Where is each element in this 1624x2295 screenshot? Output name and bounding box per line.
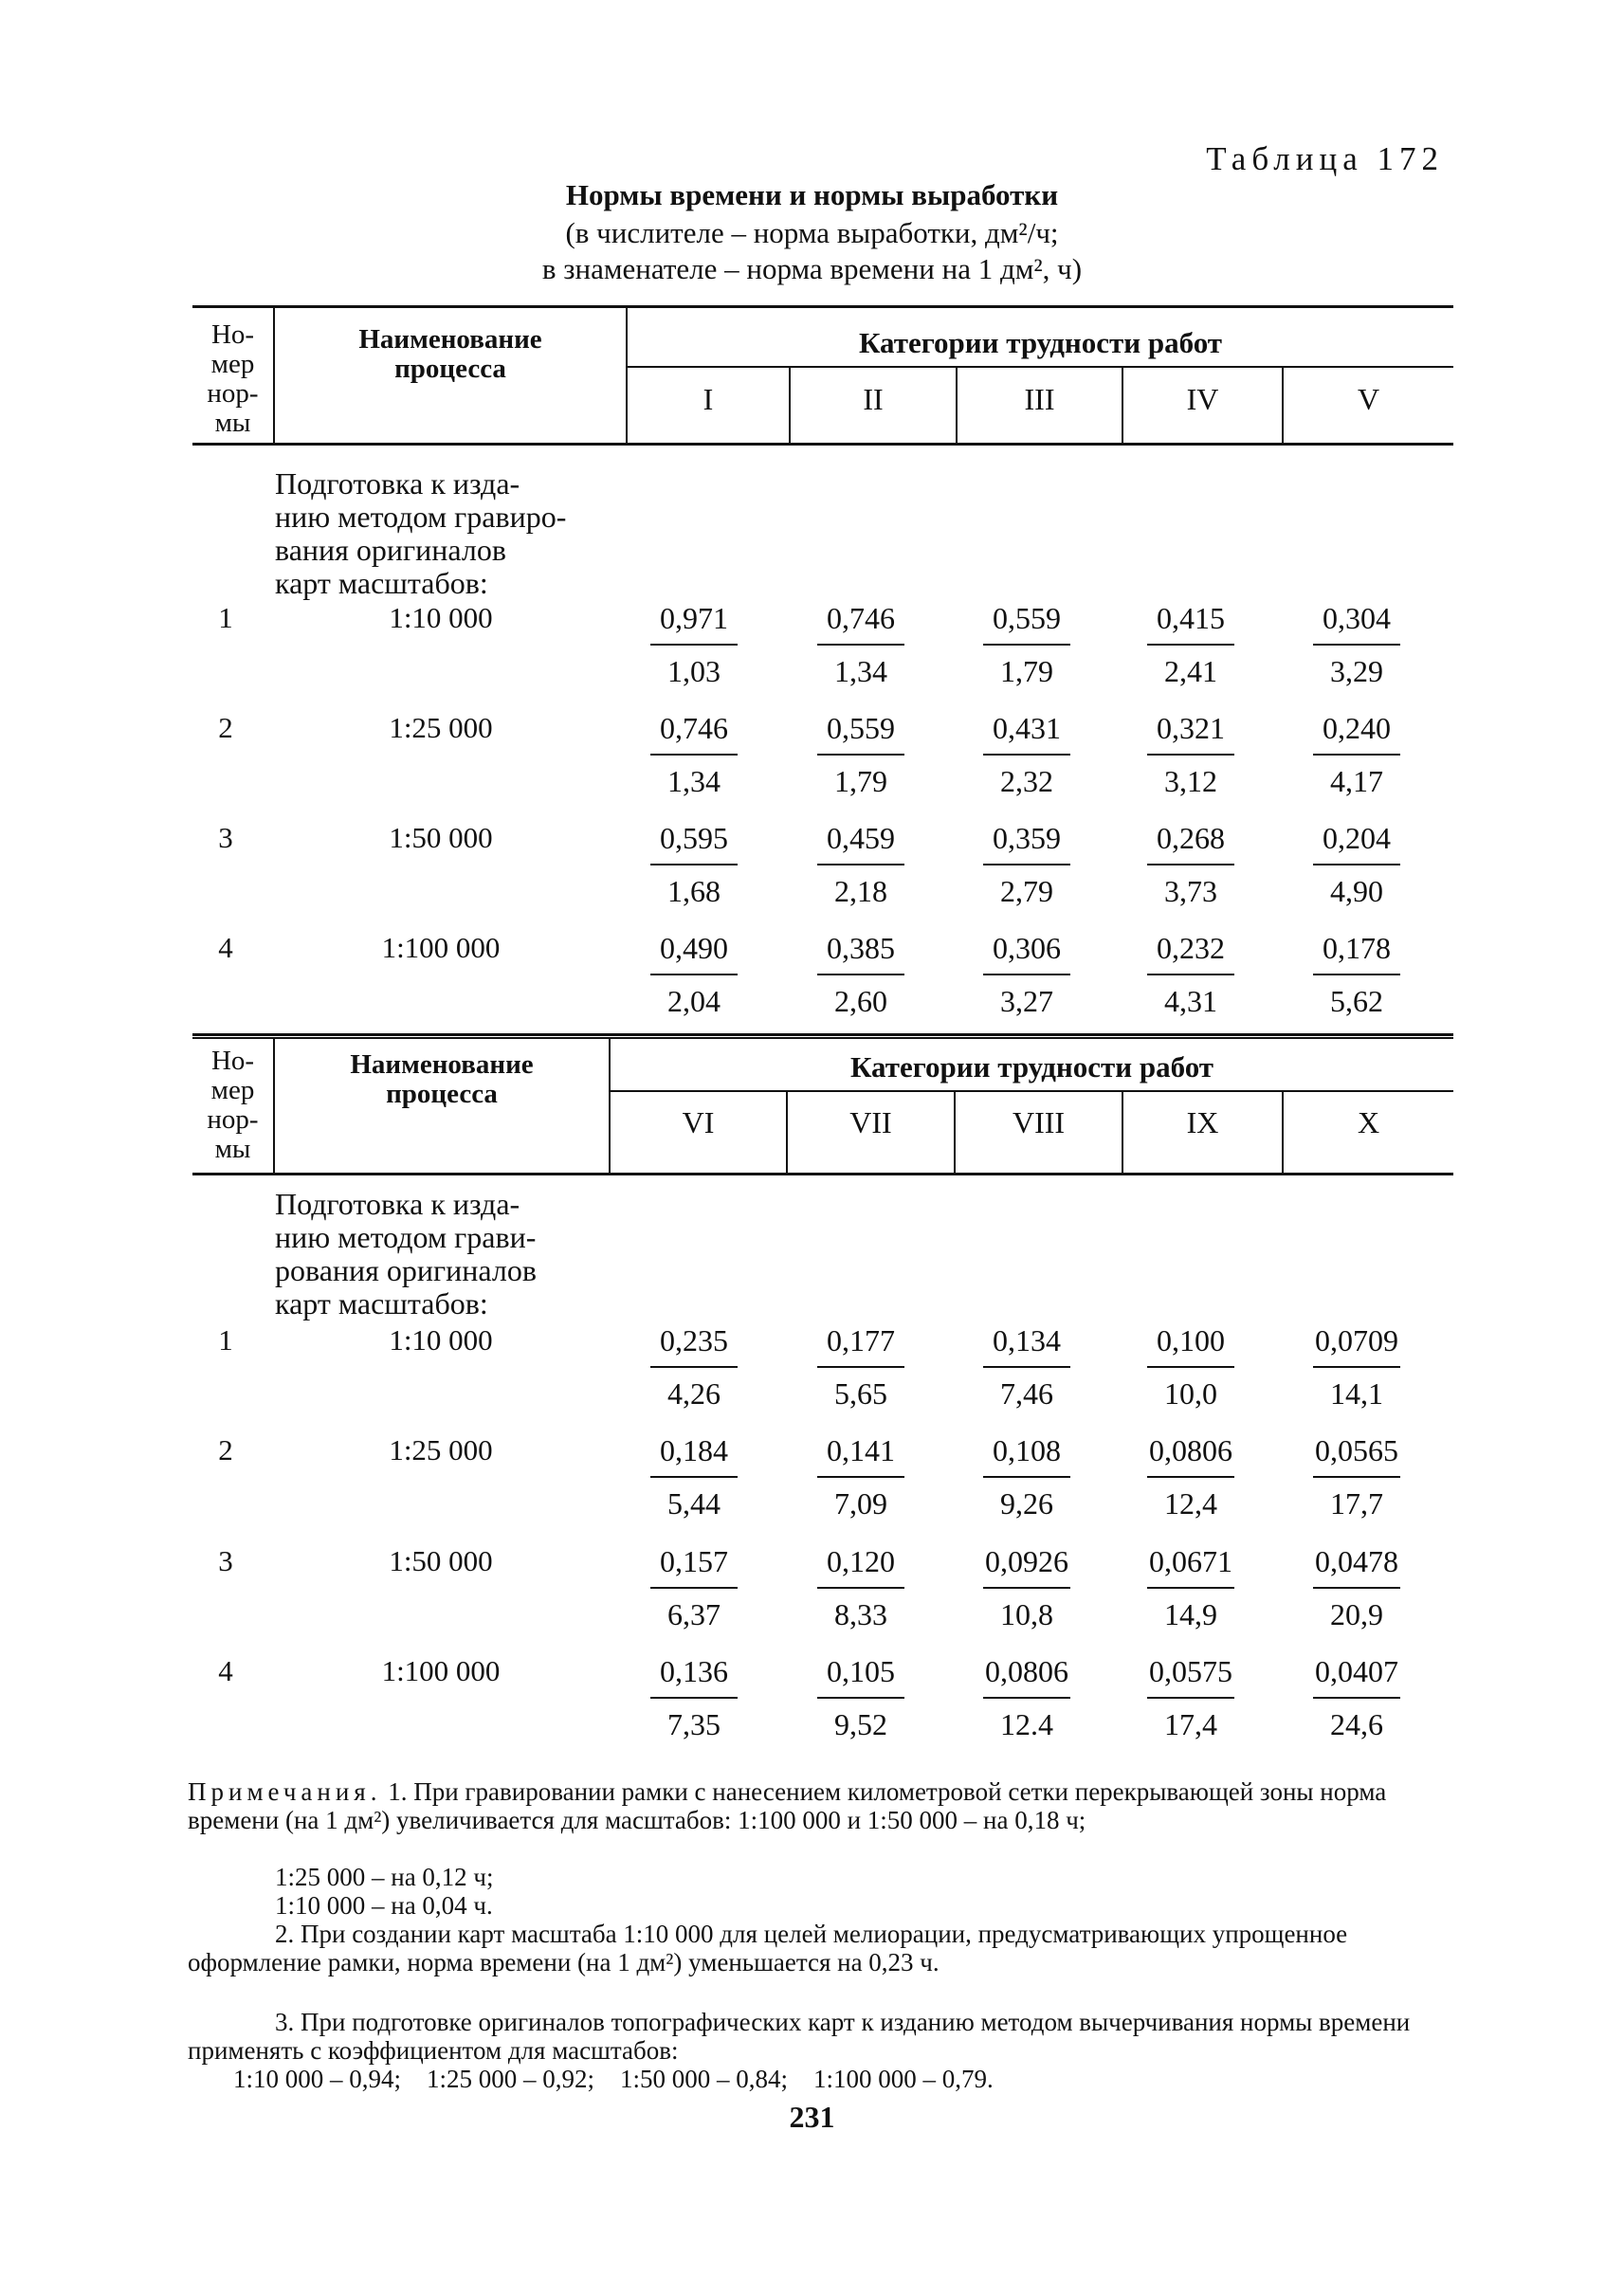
output-norm-value: 0,971 bbox=[660, 601, 728, 635]
categories-header: Категории трудности работ bbox=[858, 326, 1223, 359]
category-III: III bbox=[1024, 382, 1055, 416]
output-norm-value: 0,136 bbox=[660, 1654, 728, 1688]
row-number: 2 bbox=[218, 711, 233, 744]
output-norm-value: 0,232 bbox=[1157, 931, 1225, 965]
fraction-line bbox=[1147, 1587, 1234, 1589]
output-norm-value: 0,304 bbox=[1323, 601, 1391, 635]
fraction-line bbox=[1313, 974, 1400, 975]
fraction-line bbox=[1313, 754, 1400, 756]
fraction-line bbox=[650, 754, 738, 756]
output-norm-value: 0,559 bbox=[993, 601, 1061, 635]
note-2-block bbox=[188, 1920, 1439, 1976]
output-norm-value: 0,178 bbox=[1323, 931, 1391, 965]
table-subtitle-2: в знаменателе – норма времени на 1 дм², ч) bbox=[541, 252, 1083, 285]
time-norm-value: 17,7 bbox=[1330, 1486, 1383, 1521]
col-process-header-2: Наименование процесса bbox=[350, 1049, 534, 1109]
output-norm-value: 0,746 bbox=[827, 601, 895, 635]
fraction-line bbox=[1147, 974, 1234, 975]
category-IV: IV bbox=[1186, 382, 1219, 416]
time-norm-value: 1,34 bbox=[667, 764, 721, 798]
fraction-line bbox=[983, 754, 1070, 756]
time-norm-value: 2,18 bbox=[834, 874, 887, 908]
fraction-line bbox=[650, 1697, 738, 1699]
output-norm-value: 0,100 bbox=[1157, 1323, 1225, 1357]
output-norm-value: 0,459 bbox=[827, 821, 895, 855]
output-norm-value: 0,559 bbox=[827, 711, 895, 745]
output-norm-value: 0,0806 bbox=[1149, 1433, 1232, 1467]
note-3-block bbox=[188, 2008, 1439, 2093]
category-I: I bbox=[703, 382, 714, 416]
table-subtitle-1: (в числителе – норма выработки, дм²/ч; bbox=[565, 216, 1059, 249]
table-label: Таблица 172 bbox=[1206, 140, 1444, 177]
time-norm-value: 1,03 bbox=[667, 654, 721, 688]
row-scale: 1:10 000 bbox=[389, 601, 493, 634]
output-norm-value: 0,321 bbox=[1157, 711, 1225, 745]
time-norm-value: 9,52 bbox=[834, 1707, 887, 1741]
row-number: 3 bbox=[218, 1544, 233, 1577]
time-norm-value: 2,79 bbox=[1000, 874, 1053, 908]
categories-header-2: Категории трудности работ bbox=[849, 1050, 1214, 1084]
output-norm-value: 0,431 bbox=[993, 711, 1061, 745]
time-norm-value: 1,79 bbox=[834, 764, 887, 798]
row-number: 2 bbox=[218, 1433, 233, 1466]
fraction-line bbox=[650, 864, 738, 865]
time-norm-value: 2,04 bbox=[667, 984, 721, 1018]
time-norm-value: 9,26 bbox=[1000, 1486, 1053, 1521]
time-norm-value: 3,27 bbox=[1000, 984, 1053, 1018]
col-process-header: Наименование процесса bbox=[358, 324, 542, 384]
fraction-line bbox=[817, 1366, 904, 1368]
category-VI: VI bbox=[682, 1105, 715, 1139]
row-number: 3 bbox=[218, 821, 233, 854]
row-scale: 1:25 000 bbox=[389, 711, 493, 744]
row-number: 4 bbox=[218, 1654, 233, 1687]
time-norm-value: 1,68 bbox=[667, 874, 721, 908]
fraction-line bbox=[817, 1587, 904, 1589]
fraction-line bbox=[983, 1476, 1070, 1478]
time-norm-value: 3,73 bbox=[1164, 874, 1217, 908]
time-norm-value: 10,0 bbox=[1164, 1376, 1217, 1411]
fraction-line bbox=[817, 644, 904, 646]
time-norm-value: 5,44 bbox=[667, 1486, 721, 1521]
notes-heading: Примечания. bbox=[188, 1777, 382, 1806]
col-norm-header-2: Но- мер нор- мы bbox=[207, 1046, 259, 1164]
row-scale: 1:10 000 bbox=[389, 1323, 493, 1357]
fraction-line bbox=[983, 864, 1070, 865]
row-scale: 1:50 000 bbox=[389, 1544, 493, 1577]
category-X: X bbox=[1357, 1105, 1380, 1139]
output-norm-value: 0,134 bbox=[993, 1323, 1061, 1357]
col-norm-header: Но- мер нор- мы bbox=[207, 319, 259, 438]
output-norm-value: 0,0926 bbox=[985, 1544, 1068, 1578]
note-1-extra bbox=[275, 1863, 844, 1920]
time-norm-value: 8,33 bbox=[834, 1597, 887, 1631]
time-norm-value: 14,9 bbox=[1164, 1597, 1217, 1631]
time-norm-value: 6,37 bbox=[667, 1597, 721, 1631]
time-norm-value: 7,09 bbox=[834, 1486, 887, 1521]
note-1b: 1:25 000 – на 0,12 ч; bbox=[275, 1863, 494, 1891]
time-norm-value: 4,26 bbox=[667, 1376, 721, 1411]
output-norm-value: 0,204 bbox=[1323, 821, 1391, 855]
note-2: 2. При создании карт масштаба 1:10 000 для целей мелиорации, предусматривающих упрощенное оформление рамки, норма времени (на 1 дм²) уменьшается на 0,23 ч. bbox=[188, 1920, 1348, 1976]
output-norm-value: 0,385 bbox=[827, 931, 895, 965]
time-norm-value: 2,60 bbox=[834, 984, 887, 1018]
time-norm-value: 3,12 bbox=[1164, 764, 1217, 798]
output-norm-value: 0,235 bbox=[660, 1323, 728, 1357]
time-norm-value: 24,6 bbox=[1330, 1707, 1383, 1741]
time-norm-value: 4,17 bbox=[1330, 764, 1383, 798]
fraction-line bbox=[650, 974, 738, 975]
category-II: II bbox=[863, 382, 884, 416]
output-norm-value: 0,306 bbox=[993, 931, 1061, 965]
fraction-line bbox=[650, 644, 738, 646]
time-norm-value: 7,35 bbox=[667, 1707, 721, 1741]
time-norm-value: 10,8 bbox=[1000, 1597, 1053, 1631]
category-IX: IX bbox=[1186, 1105, 1219, 1139]
time-norm-value: 5,65 bbox=[834, 1376, 887, 1411]
fraction-line bbox=[1313, 644, 1400, 646]
output-norm-value: 0,120 bbox=[827, 1544, 895, 1578]
fraction-line bbox=[1147, 1476, 1234, 1478]
time-norm-value: 1,34 bbox=[834, 654, 887, 688]
output-norm-value: 0,0407 bbox=[1315, 1654, 1398, 1688]
fraction-line bbox=[817, 754, 904, 756]
row-number: 4 bbox=[218, 931, 233, 964]
output-norm-value: 0,746 bbox=[660, 711, 728, 745]
fraction-line bbox=[1313, 1476, 1400, 1478]
fraction-line bbox=[650, 1587, 738, 1589]
time-norm-value: 7,46 bbox=[1000, 1376, 1053, 1411]
output-norm-value: 0,0709 bbox=[1315, 1323, 1398, 1357]
output-norm-value: 0,595 bbox=[660, 821, 728, 855]
fraction-line bbox=[1313, 1587, 1400, 1589]
row-scale: 1:100 000 bbox=[381, 1654, 501, 1687]
fraction-line bbox=[1313, 864, 1400, 865]
category-VIII: VIII bbox=[1012, 1105, 1066, 1139]
fraction-line bbox=[817, 864, 904, 865]
fraction-line bbox=[1313, 1366, 1400, 1368]
note-3b: 1:10 000 – 0,94; 1:25 000 – 0,92; 1:50 000 – 0,84; 1:100 000 – 0,79. bbox=[233, 2065, 994, 2093]
fraction-line bbox=[983, 1587, 1070, 1589]
time-norm-value: 5,62 bbox=[1330, 984, 1383, 1018]
output-norm-value: 0,0565 bbox=[1315, 1433, 1398, 1467]
output-norm-value: 0,0806 bbox=[985, 1654, 1068, 1688]
note-1c: 1:10 000 – на 0,04 ч. bbox=[275, 1891, 493, 1920]
time-norm-value: 2,32 bbox=[1000, 764, 1053, 798]
fraction-line bbox=[817, 974, 904, 975]
output-norm-value: 0,177 bbox=[827, 1323, 895, 1357]
row-scale: 1:25 000 bbox=[389, 1433, 493, 1466]
output-norm-value: 0,0671 bbox=[1149, 1544, 1232, 1578]
note-1: 1. При гравировании рамки с нанесением километровой сетки перекрывающей зоны норма времени (на 1 дм²) увеличивается для масштабов: 1:100 000 и 1:50 000 – на 0,18 ч; bbox=[188, 1777, 1387, 1834]
fraction-line bbox=[650, 1476, 738, 1478]
row-scale: 1:50 000 bbox=[389, 821, 493, 854]
output-norm-value: 0,0478 bbox=[1315, 1544, 1398, 1578]
fraction-line bbox=[1147, 864, 1234, 865]
output-norm-value: 0,105 bbox=[827, 1654, 895, 1688]
output-norm-value: 0,490 bbox=[660, 931, 728, 965]
fraction-line bbox=[983, 644, 1070, 646]
process-description-1: Подготовка к изда- нию методом гравиро- вания оригиналов карт масштабов: bbox=[275, 466, 567, 600]
time-norm-value: 20,9 bbox=[1330, 1597, 1383, 1631]
time-norm-value: 3,29 bbox=[1330, 654, 1383, 688]
row-number: 1 bbox=[218, 1323, 233, 1357]
time-norm-value: 1,79 bbox=[1000, 654, 1053, 688]
fraction-line bbox=[1147, 754, 1234, 756]
process-description-2: Подготовка к изда- нию методом грави- рования оригиналов карт масштабов: bbox=[275, 1187, 537, 1321]
table-title: Нормы времени и нормы выработки bbox=[565, 178, 1059, 211]
fraction-line bbox=[817, 1476, 904, 1478]
output-norm-value: 0,141 bbox=[827, 1433, 895, 1467]
output-norm-value: 0,184 bbox=[660, 1433, 728, 1467]
notes bbox=[188, 1777, 1439, 1863]
output-norm-value: 0,268 bbox=[1157, 821, 1225, 855]
output-norm-value: 0,359 bbox=[993, 821, 1061, 855]
fraction-line bbox=[1147, 1366, 1234, 1368]
fraction-line bbox=[1147, 644, 1234, 646]
category-VII: VII bbox=[849, 1105, 892, 1139]
fraction-line bbox=[1147, 1697, 1234, 1699]
output-norm-value: 0,240 bbox=[1323, 711, 1391, 745]
row-number: 1 bbox=[218, 601, 233, 634]
fraction-line bbox=[983, 1366, 1070, 1368]
note-3: 3. При подготовке оригиналов топографических карт к изданию методом вычерчивания нормы времени применять с коэффициентом для масштабов: bbox=[188, 2008, 1411, 2065]
category-V: V bbox=[1357, 382, 1380, 416]
time-norm-value: 2,41 bbox=[1164, 654, 1217, 688]
time-norm-value: 4,31 bbox=[1164, 984, 1217, 1018]
fraction-line bbox=[817, 1697, 904, 1699]
fraction-line bbox=[650, 1366, 738, 1368]
time-norm-value: 4,90 bbox=[1330, 874, 1383, 908]
fraction-line bbox=[983, 1697, 1070, 1699]
time-norm-value: 12,4 bbox=[1164, 1486, 1217, 1521]
fraction-line bbox=[983, 974, 1070, 975]
output-norm-value: 0,157 bbox=[660, 1544, 728, 1578]
fraction-line bbox=[1313, 1697, 1400, 1699]
time-norm-value: 14,1 bbox=[1330, 1376, 1383, 1411]
output-norm-value: 0,415 bbox=[1157, 601, 1225, 635]
row-scale: 1:100 000 bbox=[381, 931, 501, 964]
time-norm-value: 12.4 bbox=[1000, 1707, 1053, 1741]
output-norm-value: 0,108 bbox=[993, 1433, 1061, 1467]
page-number: 231 bbox=[789, 2100, 835, 2134]
output-norm-value: 0,0575 bbox=[1149, 1654, 1232, 1688]
time-norm-value: 17,4 bbox=[1164, 1707, 1217, 1741]
